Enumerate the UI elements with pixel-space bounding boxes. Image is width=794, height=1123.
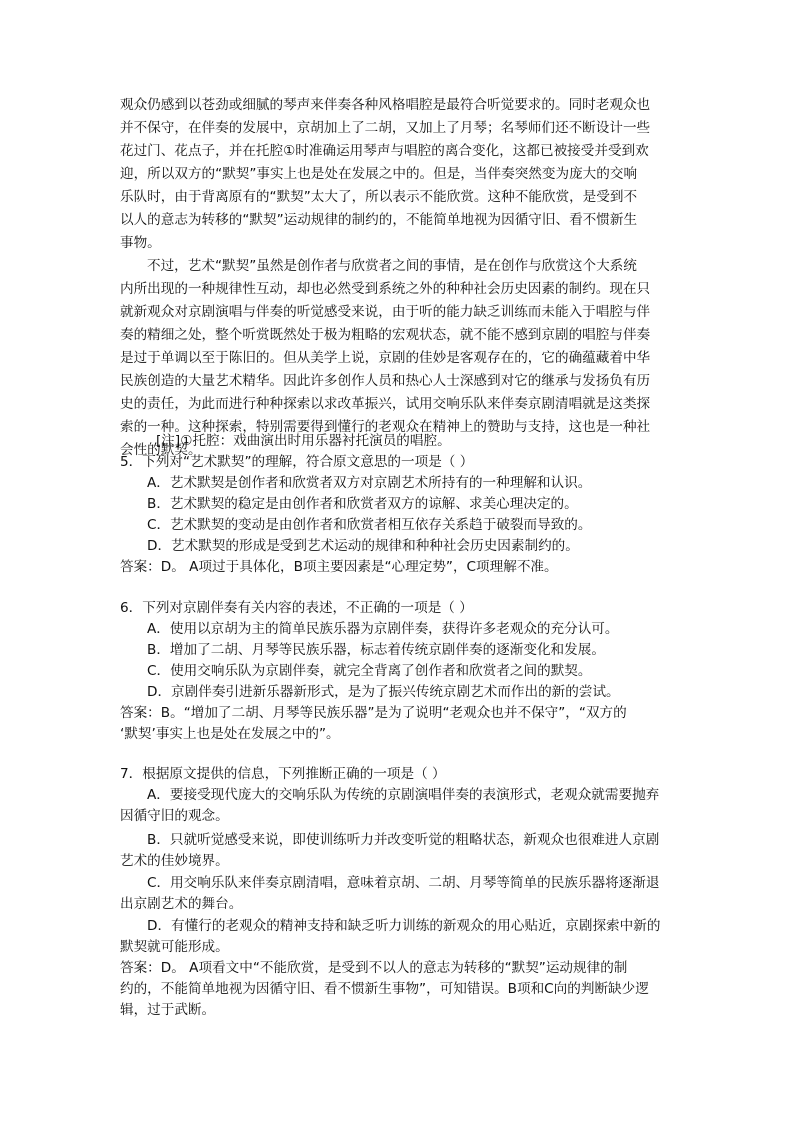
question-7-answer: 约的，不能简单地视为因循守旧、看不惯新生事物”，可知错误。B项和C向的判断缺少逻 bbox=[120, 981, 649, 997]
question-5-stem: 5．下列对“艺术默契”的理解，符合原文意思的一项是（ ） bbox=[120, 454, 474, 470]
question-7-option-c: 出京剧艺术的舞台。 bbox=[120, 896, 243, 912]
passage-line: 是过于单调以至于陈旧的。但从美学上说，京剧的佳妙是客观存在的，它的确蕴藏着中华 bbox=[120, 350, 651, 366]
passage-line: 会性的默契。 bbox=[120, 442, 202, 458]
passage-line: 迎，所以双方的“默契”事实上也是处在发展之中的。但是，当伴奏突然变为庞大的交响 bbox=[120, 166, 638, 182]
question-6-option-c: C．使用交响乐队为京剧伴奏，就完全背离了创作者和欣赏者之间的默契。 bbox=[147, 663, 592, 679]
question-7-answer: 辑，过于武断。 bbox=[120, 1002, 216, 1018]
question-6-option-a: A．使用以京胡为主的简单民族乐器为京剧伴奏，获得许多老观众的充分认可。 bbox=[147, 621, 619, 637]
question-7-option-a: 因循守旧的观念。 bbox=[120, 808, 229, 824]
passage-line: 内所出现的一种规律性互动，却也必然受到系统之外的种种社会历史因素的制约。现在只 bbox=[120, 281, 651, 297]
passage-line: 并不保守，在伴奏的发展中，京胡加上了二胡，又加上了月琴；名琴师们还不断设计一些 bbox=[120, 120, 651, 136]
question-7-option-b: B．只就听觉感受来说，即使训练听力并改变听觉的粗略状态，新观众也很难进人京剧 bbox=[147, 832, 660, 848]
question-7-answer: 答案：D。 A项看文中“不能欣赏，是受到不以人的意志为转移的“默契”运动规律的制 bbox=[120, 960, 628, 976]
question-6-stem: 6．下列对京剧伴奏有关内容的表述，不正确的一项是（ ） bbox=[120, 600, 473, 616]
question-7-option-b: 艺术的佳妙境界。 bbox=[120, 853, 229, 869]
question-5-option-b: B．艺术默契的稳定是由创作者和欣赏者双方的谅解、求美心理决定的。 bbox=[147, 496, 578, 512]
passage-line: 就新观众对京剧演唱与伴奏的听觉感受来说，由于听的能力缺乏训练而未能入于唱腔与伴 bbox=[120, 304, 651, 320]
question-6-answer: ‘默契’事实上也是处在发展之中的”。 bbox=[120, 726, 340, 742]
passage-line: 索的一种。这种探索，特别需要得到懂行的老观众在精神上的赞助与支持，这也是一种社 bbox=[120, 419, 651, 435]
passage-line: 乐队时，由于背离原有的“默契”太大了，所以表示不能欣赏。这种不能欣赏，是受到不 bbox=[120, 189, 638, 205]
passage-line: 民族创造的大量艺术精华。因此许多创作人员和热心人士深感到对它的继承与发扬负有历 bbox=[120, 373, 651, 389]
question-6-option-d: D．京剧伴奏引进新乐器新形式，是为了振兴传统京剧艺术而作出的新的尝试。 bbox=[147, 684, 620, 700]
passage-line: 奏的精细之处，整个听赏既然处于极为粗略的宏观状态，就不能不感到京剧的唱腔与伴奏 bbox=[120, 327, 651, 343]
question-5-option-d: D．艺术默契的形成是受到艺术运动的规律和种种社会历史因素制约的。 bbox=[147, 538, 579, 554]
question-7-option-d: D．有懂行的老观众的精神支持和缺乏听力训练的新观众的用心贴近，京剧探索中新的 bbox=[147, 918, 661, 934]
question-5-option-c: C．艺术默契的变动是由创作者和欣赏者相互依存关系趋于破裂而导致的。 bbox=[147, 517, 592, 533]
passage-line: 史的责任，为此而进行种种探索以求改革振兴，试用交响乐队来伴奏京剧清唱就是这类探 bbox=[120, 396, 651, 412]
passage-line: 花过门、花点子，并在托腔①时准确运用琴声与唱腔的离合变化，这都已被接受并受到欢 bbox=[120, 143, 649, 159]
passage-line: 不过，艺术“默契”虽然是创作者与欣赏者之间的事情，是在创作与欣赏这个大系统 bbox=[147, 258, 637, 274]
passage-line: 观众仍感到以苍劲或细腻的琴声来伴奏各种风格唱腔是最符合听觉要求的。同时老观众也 bbox=[120, 97, 651, 113]
passage-line: 以人的意志为转移的“默契”运动规律的制约的，不能简单地视为因循守旧、看不惯新生 bbox=[120, 212, 638, 228]
question-5-option-a: A．艺术默契是创作者和欣赏者双方对京剧艺术所持有的一种理解和认识。 bbox=[147, 475, 592, 491]
footnote: [注]①托腔：戏曲演出时用乐器衬托演员的唱腔。 bbox=[156, 433, 451, 449]
question-7-option-d: 默契就可能形成。 bbox=[120, 939, 229, 955]
question-7-option-c: C．用交响乐队来伴奏京剧清唱，意味着京胡、二胡、月琴等简单的民族乐器将逐渐退 bbox=[147, 875, 660, 891]
question-6-answer: 答案：B。“增加了二胡、月琴等民族乐器”是为了说明“老观众也并不保守”，“双方的 bbox=[120, 705, 627, 721]
question-7-option-a: A．要接受现代庞大的交响乐队为传统的京剧演唱伴奏的表演形式，老观众就需要抛弃 bbox=[147, 787, 660, 803]
passage-line: 事物。 bbox=[120, 235, 161, 251]
question-6-option-b: B．增加了二胡、月琴等民族乐器，标志着传统京剧伴奏的逐渐变化和发展。 bbox=[147, 642, 605, 658]
question-5-answer: 答案：D。 A项过于具体化，B项主要因素是“心理定势”，C项理解不准。 bbox=[120, 559, 558, 575]
question-7-stem: 7．根据原文提供的信息，下列推断正确的一项是（ ） bbox=[120, 766, 446, 782]
